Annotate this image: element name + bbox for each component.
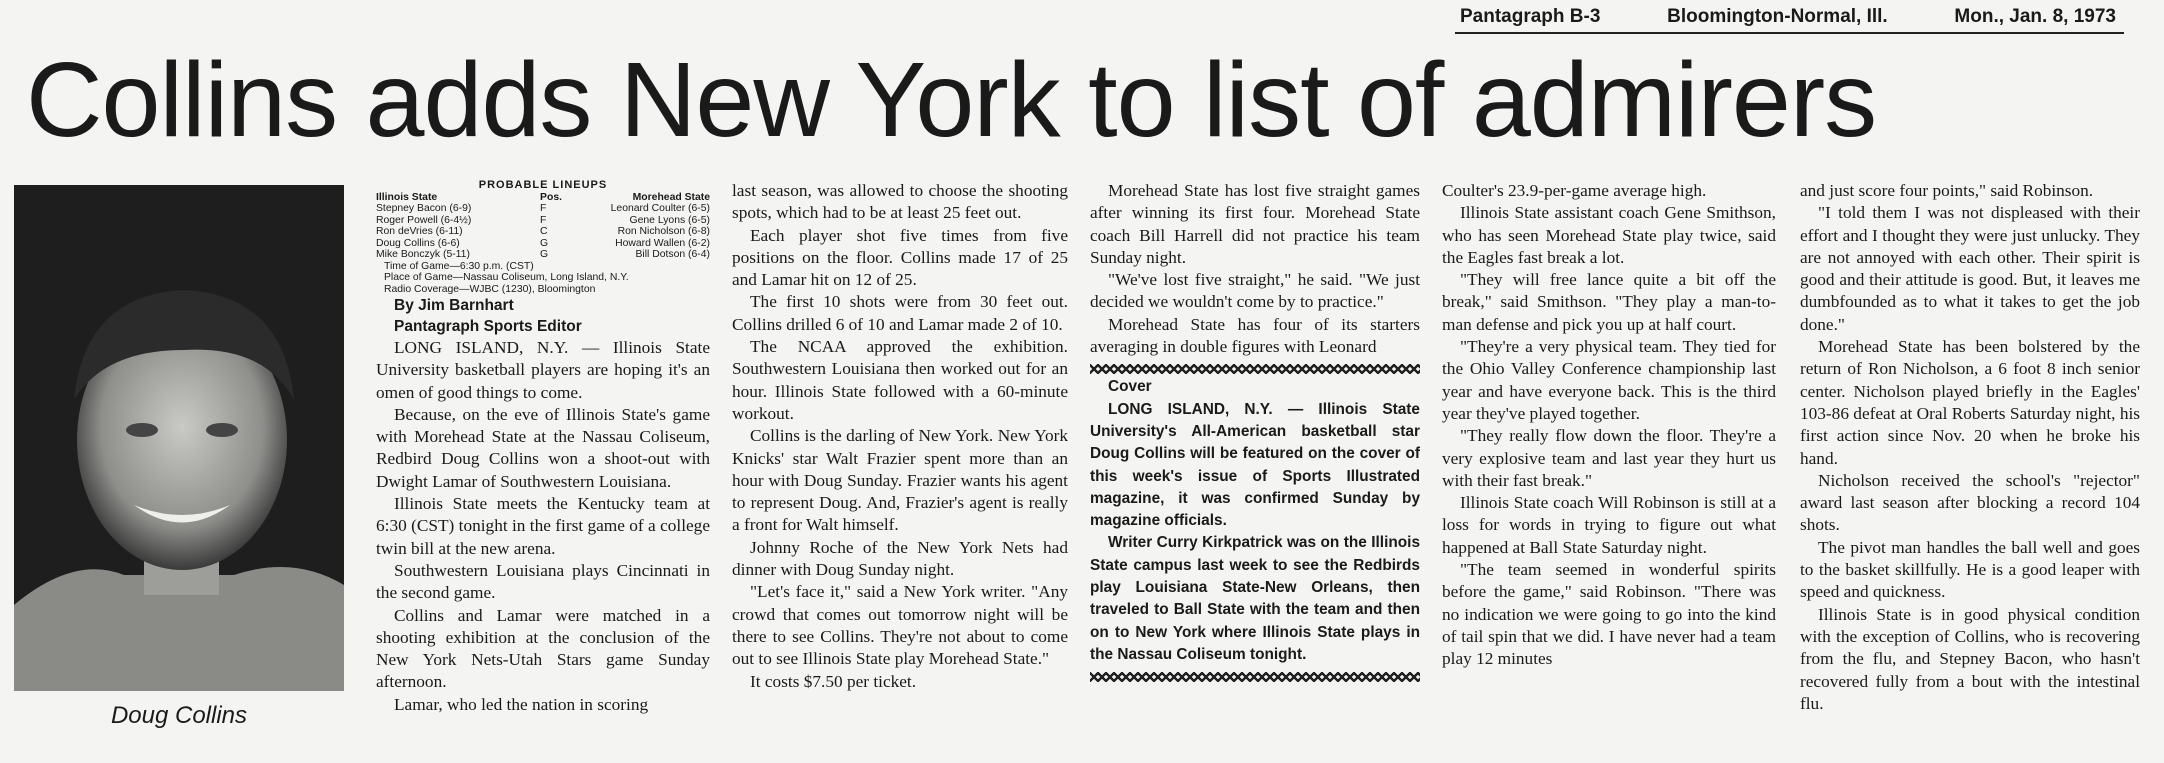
lineups-cell: Leonard Coulter (6-5) — [610, 203, 710, 214]
paragraph: It costs $7.50 per ticket. — [750, 671, 917, 691]
lineups-title: PROBABLE LINEUPS — [478, 180, 608, 191]
photo-doug-collins — [14, 185, 344, 691]
paragraph: "They really flow down the floor. They're a very explosive team and last year they hurt us with their fast break." — [1442, 426, 1776, 490]
column-4 — [1442, 180, 1776, 760]
lineups-row — [376, 238, 710, 250]
paragraph: Morehead State has four of its starters averaging in double figures with Leonard — [1090, 314, 1420, 357]
lineups-cell: G — [540, 237, 549, 249]
cover-paragraph: LONG ISLAND, N.Y. — Illinois State University's All-American basketball star Doug Collins will be featured on the cover of this week's issue of Sports Illustrated magazine, it was confirmed Sunday by magazine officials. — [1090, 400, 1420, 530]
lineups-header: Illinois State — [376, 191, 438, 203]
paragraph: The pivot man handles the ball well and goes to the basket skillfully. He is a good leaper with speed and quickness. — [1800, 537, 2140, 602]
lineups-cell: Doug Collins (6-6) — [376, 237, 460, 249]
zigzag-rule — [1090, 364, 1420, 374]
lineups-cell: Ron Nicholson (6-8) — [617, 226, 710, 237]
lineups-row — [376, 249, 710, 261]
lineups-cell: Howard Wallen (6-2) — [615, 237, 710, 249]
lineups-cell: F — [540, 203, 547, 214]
cover-paragraph: Writer Curry Kirkpatrick was on the Illinois State campus last week to see the Redbirds play Louisiana State-New Orleans, then traveled to Ball State with the team and then on to New York where Illinois State plays in the Nassau Coliseum tonight. — [1090, 534, 1420, 663]
paragraph: Collins and Lamar were matched in a shooting exhibition at the conclusion of the New York Nets-Utah Stars game Sunday afternoon. — [376, 605, 710, 692]
paragraph: "We've lost five straight," he said. "We just decided we wouldn't come by to practice." — [1090, 270, 1420, 312]
paragraph: Collins is the darling of New York. New York Knicks' star Walt Frazier spent more than an hour with Doug Sunday. Frazier wants his agent to represent Doug. And, Frazier's agent is really a front for Walt himself. — [732, 426, 1068, 535]
paragraph: Illinois State assistant coach Gene Smithson, who has seen Morehead State play twice, said the Eagles fast break a lot. — [1442, 203, 1776, 267]
lineups-header: Morehead State — [632, 191, 710, 203]
paragraph: The first 10 shots were from 30 feet out. Collins drilled 6 of 10 and Lamar made 2 of 10. — [732, 292, 1068, 334]
folio-rule — [1455, 32, 2124, 34]
paragraph: last season, was allowed to choose the shooting spots, which had to be at least 25 feet out. — [732, 181, 1068, 223]
paragraph: "Let's face it," said a New York writer. "Any crowd that comes out tomorrow night will be there to see Collins. They're not about to come out to see Illinois State play Morehead State." — [732, 582, 1068, 669]
paragraph: Illinois State meets the Kentucky team at 6:30 (CST) tonight in the first game of a college twin bill at the new arena. — [376, 494, 710, 558]
lineups-cell: G — [540, 249, 549, 260]
lineups-radio: Radio Coverage—WJBC (1230), Bloomington — [384, 283, 596, 295]
paragraph: "The team seemed in wonderful spirits before the game," said Robinson. "There was no indication we were going to go into the kind of tail spin that we did. I have never had a team play 12 minutes — [1442, 560, 1776, 669]
column-1 — [376, 180, 710, 716]
paragraph: Johnny Roche of the New York Nets had dinner with Doug Sunday night. — [732, 537, 1068, 580]
lineups-cell: Ron deVries (6-11) — [376, 226, 463, 237]
lineups-row — [376, 203, 710, 215]
paragraph: Morehead State has lost five straight games after winning its first four. Morehead State coach Bill Harrell did not practice his team Sunday night. — [1090, 181, 1420, 267]
headline: Collins adds New York to list of admirers — [26, 41, 1877, 159]
paragraph: "They will free lance quite a bit off the break," said Smithson. "They play a man-to-man defense and pick you up at half court. — [1442, 270, 1776, 334]
paragraph: Illinois State is in good physical condition with the exception of Collins, who is recovering from the flu, and Stepney Bacon, who hasn't recovered fully from a bout with the intestinal flu. — [1800, 604, 2140, 713]
lineups-time: Time of Game—6:30 p.m. (CST) — [384, 260, 534, 272]
paragraph: LONG ISLAND, N.Y. — Illinois State University basketball players are hoping it's an omen of good things to come. — [376, 338, 710, 402]
paragraph: Southwestern Louisiana plays Cincinnati in the second game. — [376, 560, 710, 603]
paragraph: Because, on the eve of Illinois State's game with Morehead State at the Nassau Coliseum, Redbird Doug Collins won a shoot-out with Dwight Lamar of Southwestern Louisiana. — [376, 404, 710, 491]
paragraph: Each player shot five times from five positions on the floor. Collins made 17 of 25 and Lamar hit on 12 of 25. — [732, 225, 1068, 290]
lineups-cell: Mike Bonczyk (5-11) — [376, 249, 470, 260]
paragraph: Nicholson received the school's "rejector" award last season after blocking a record 104 shots. — [1800, 470, 2140, 535]
column-3 — [1090, 180, 1420, 760]
paragraph: The NCAA approved the exhibition. Southwestern Louisiana then worked out for an hour. Illinois State followed with a 60-minute workout. — [732, 337, 1068, 423]
lineups-place: Place of Game—Nassau Coliseum, Long Island, N.Y. — [384, 272, 629, 283]
lineups-cell: Stepney Bacon (6-9) — [376, 203, 472, 214]
paragraph: Morehead State has been bolstered by the return of Ron Nicholson, a 6 foot 8 inch senior center. Nicholson played briefly in the Eagles' 103-86 defeat at Oral Roberts Saturday night, his first action since Nov. 20 when he broke his hand. — [1800, 337, 2140, 468]
cover-title: Cover — [1108, 378, 1152, 396]
paragraph: Coulter's 23.9-per-game average high. — [1442, 181, 1707, 200]
folio-place: Bloomington-Normal, Ill. — [1667, 6, 1888, 27]
folio-line — [1460, 6, 2116, 28]
lineups-header-row — [376, 192, 710, 204]
lineups-cell: Roger Powell (6-4½) — [376, 214, 472, 226]
photo-caption: Doug Collins — [110, 702, 248, 729]
cover-box — [1090, 376, 1420, 666]
zigzag-rule — [1090, 672, 1420, 682]
lineups-row — [376, 226, 710, 238]
paragraph: and just score four points," said Robinson. — [1800, 181, 2094, 200]
lineups-cell: Bill Dotson (6-4) — [635, 249, 710, 260]
column-2 — [732, 180, 1068, 760]
byline-title: Pantagraph Sports Editor — [394, 318, 582, 335]
portrait-image — [14, 185, 344, 691]
folio-page: Pantagraph B-3 — [1460, 6, 1601, 27]
lineups-cell: C — [540, 226, 548, 237]
lineups-cell: F — [540, 214, 547, 226]
column-5 — [1800, 180, 2140, 760]
paragraph: Lamar, who led the nation in scoring — [394, 694, 649, 714]
lineups-cell: Gene Lyons (6-5) — [629, 214, 710, 226]
lineups-header: Pos. — [540, 191, 562, 203]
byline-author: By Jim Barnhart — [394, 297, 514, 314]
probable-lineups — [376, 180, 710, 295]
lineups-row — [376, 215, 710, 227]
folio-date: Mon., Jan. 8, 1973 — [1954, 6, 2116, 27]
paragraph: "They're a very physical team. They tied for the Ohio Valley Conference championship last year and have everyone back. This is the third year they've played together. — [1442, 337, 1776, 423]
lineups-table — [376, 192, 710, 261]
paragraph: Illinois State coach Will Robinson is still at a loss for words in trying to figure out what happened at Ball State Saturday night. — [1442, 493, 1776, 557]
paragraph: "I told them I was not displeased with their effort and I thought they were just unlucky. They are not annoyed with each other. Their spirit is good and their attitude is good. But, it leaves me dumbfounded as to what it takes to get the job done." — [1800, 203, 2140, 334]
